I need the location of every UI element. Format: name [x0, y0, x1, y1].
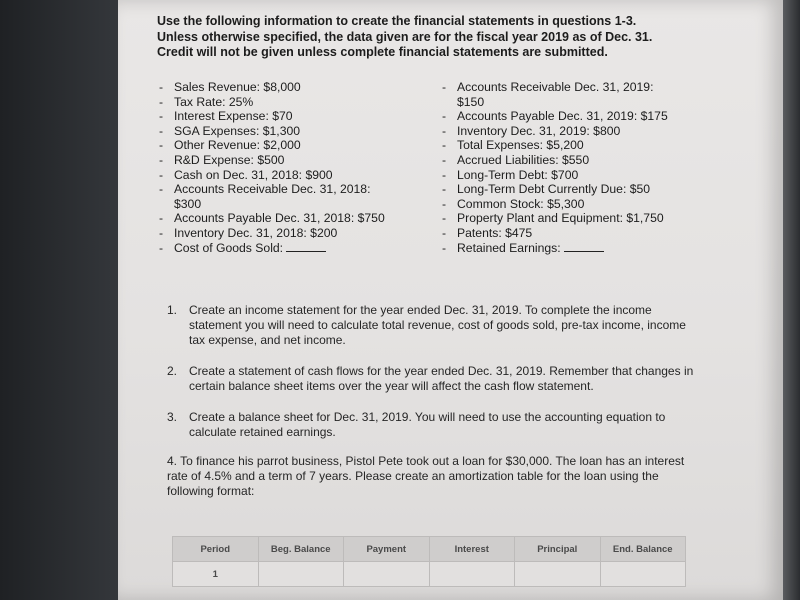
- list-item: [157, 138, 427, 153]
- question-2: [167, 364, 697, 394]
- list-item: [157, 182, 427, 211]
- list-item: [157, 241, 427, 256]
- header-interest: Interest: [429, 537, 515, 562]
- list-item: [440, 241, 710, 256]
- list-item: [440, 197, 710, 212]
- list-item-text: Tax Rate: 25%: [174, 94, 254, 109]
- list-item: [440, 226, 710, 241]
- list-item-text: Retained Earnings:: [457, 240, 561, 255]
- list-item: [157, 153, 427, 168]
- given-data-left-list: [157, 80, 427, 255]
- table-header-row: [173, 537, 686, 562]
- list-item: [157, 109, 427, 124]
- question-number: 2.: [167, 364, 178, 378]
- list-item-text: Cost of Goods Sold:: [174, 240, 284, 255]
- list-item: [440, 109, 710, 124]
- question-text: Create an income statement for the year ended Dec. 31, 2019. To complete the income statement you will need to calculate total revenue, cost of goods sold, pre-tax income, income tax expense, and net income.: [189, 303, 686, 347]
- table-cell: [515, 562, 601, 587]
- header-end-balance: End. Balance: [600, 537, 686, 562]
- table-cell: [429, 562, 515, 587]
- list-item-continuation: $150: [457, 94, 485, 109]
- list-item: [440, 182, 710, 197]
- list-item-text: Accounts Payable Dec. 31, 2019: $175: [457, 109, 668, 124]
- header-payment: Payment: [344, 537, 430, 562]
- list-item: [440, 124, 710, 139]
- list-item-text: Cash on Dec. 31, 2018: $900: [174, 167, 333, 182]
- list-item: [440, 211, 710, 226]
- table-cell: [600, 562, 686, 587]
- header-period: Period: [173, 537, 259, 562]
- list-item-text: Total Expenses: $5,200: [457, 138, 584, 153]
- list-item-text: Long-Term Debt: $700: [457, 167, 579, 182]
- header-principal: Principal: [515, 537, 601, 562]
- question-number: 1.: [167, 303, 178, 317]
- list-item: [157, 124, 427, 139]
- table-row: [173, 562, 686, 587]
- table-cell: [344, 562, 430, 587]
- list-item-text: Long-Term Debt Currently Due: $50: [457, 182, 651, 197]
- question-1: [167, 303, 697, 348]
- instruction-line-1: Use the following information to create the financial statements in questions 1-3.: [157, 14, 637, 28]
- list-item: [440, 80, 710, 109]
- list-item: [157, 95, 427, 110]
- list-item: [157, 211, 427, 226]
- list-item-text: R&D Expense: $500: [174, 152, 285, 167]
- list-item: [440, 168, 710, 183]
- list-item-text: Accounts Receivable Dec. 31, 2018:: [174, 182, 371, 197]
- list-item-text: Accounts Payable Dec. 31, 2018: $750: [174, 211, 385, 226]
- list-item-text: Common Stock: $5,300: [457, 196, 585, 211]
- list-item: [157, 80, 427, 95]
- list-item-text: Other Revenue: $2,000: [174, 138, 301, 153]
- list-item-text: Inventory Dec. 31, 2019: $800: [457, 123, 621, 138]
- list-item: [157, 226, 427, 241]
- list-item-text: Property Plant and Equipment: $1,750: [457, 211, 664, 226]
- list-item-text: Sales Revenue: $8,000: [174, 80, 301, 94]
- background-right: [783, 0, 800, 600]
- instructions: [157, 14, 687, 61]
- list-item-text: SGA Expenses: $1,300: [174, 123, 301, 138]
- list-item-text: Accrued Liabilities: $550: [457, 152, 590, 167]
- question-text: Create a balance sheet for Dec. 31, 2019. You will need to use the accounting equation to calculate retained earnings.: [189, 410, 666, 439]
- table-cell: 1: [173, 562, 259, 587]
- list-item: [157, 168, 427, 183]
- list-item-continuation: $300: [174, 196, 202, 211]
- list-item-text: Inventory Dec. 31, 2018: $200: [174, 225, 338, 240]
- amortization-table: [172, 536, 686, 587]
- list-item: [440, 138, 710, 153]
- question-4: 4. To finance his parrot business, Pistol Pete took out a loan for $30,000. The loan has an interest rate of 4.5% and a term of 7 years. Please create an amortization table for the loan using the following format:: [167, 454, 685, 498]
- questions-section: [167, 303, 697, 499]
- list-item: [440, 153, 710, 168]
- given-data-right-list: [440, 80, 710, 255]
- list-item-text: Patents: $475: [457, 225, 533, 240]
- instruction-line-3: Credit will not be given unless complete financial statements are submitted.: [157, 45, 608, 59]
- answer-blank: [286, 241, 326, 252]
- question-3: [167, 410, 697, 440]
- question-text: Create a statement of cash flows for the year ended Dec. 31, 2019. Remember that changes in certain balance sheet items over the year will affect the cash flow statement.: [189, 364, 694, 393]
- header-beg-balance: Beg. Balance: [258, 537, 344, 562]
- list-item-text: Interest Expense: $70: [174, 109, 293, 124]
- instruction-line-2: Unless otherwise specified, the data given are for the fiscal year 2019 as of Dec. 31.: [157, 29, 653, 44]
- background-left: [0, 0, 118, 600]
- list-item-text: Accounts Receivable Dec. 31, 2019:: [457, 80, 654, 94]
- table-cell: [258, 562, 344, 587]
- answer-blank: [564, 241, 604, 252]
- question-number: 3.: [167, 410, 178, 424]
